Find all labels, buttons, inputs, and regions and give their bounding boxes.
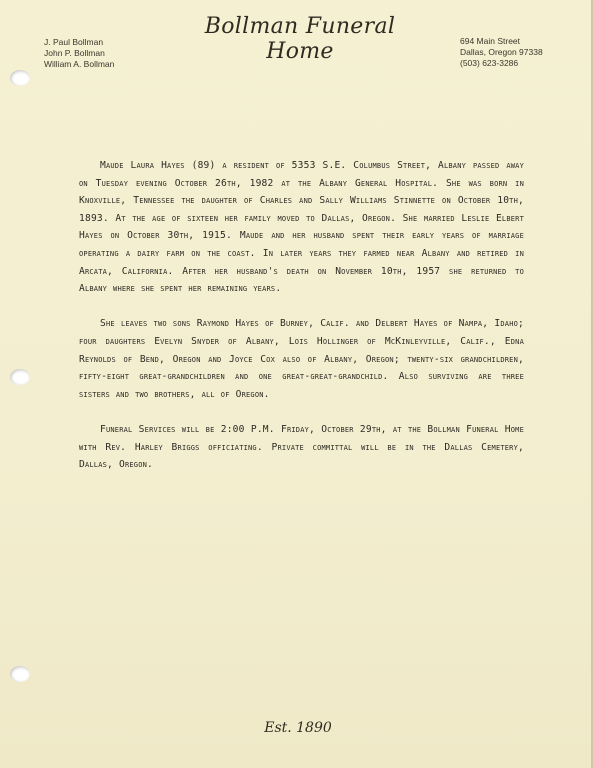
punch-hole bbox=[10, 70, 30, 86]
obituary-paragraph: Maude Laura Hayes (89) a resident of 5353 S.E. Columbus Street, Albany passed away on Tuesday evening October 26th, 1982 at the Albany General Hospital. She was born in Knoxville, Tennessee the daughter of Charles and Sally Williams Stinnette on October 10th, 1893. At the age of sixteen her family moved to Dallas, Oregon. She married Leslie Elbert Hayes on October 30th, 1915. Maude and her husband spent their early years of marriage operating a dairy farm on the coast. In later years they farmed near Albany and retired in Arcata, California. After her husband's death on November 10th, 1957 she returned to Albany where she spent her remaining years. bbox=[79, 160, 524, 295]
director-names bbox=[44, 37, 114, 70]
address-line: Dallas, Oregon 97338 bbox=[460, 47, 543, 57]
obituary-text bbox=[79, 157, 524, 491]
director-name: J. Paul Bollman bbox=[44, 37, 104, 47]
established-mark: Est. 1890 bbox=[264, 720, 332, 736]
address-line: 694 Main Street bbox=[460, 36, 521, 46]
obituary-paragraph: She leaves two sons Raymond Hayes of Burney, Calif. and Delbert Hayes of Nampa, Idaho; four daughters Evelyn Snyder of Albany, Lois Hollinger of McKinleyville, Calif., Edna Reynolds of Bend, Oregon and Joyce Cox also of Albany, Oregon; twenty-six grandchildren, fifty-eight great-grandchildren and one great-great-grandchild. Also surviving are three sisters and two brothers, all of Oregon. bbox=[79, 318, 524, 400]
punch-hole bbox=[10, 369, 30, 385]
punch-hole bbox=[10, 666, 30, 682]
address-line: (503) 623-3286 bbox=[460, 58, 519, 68]
obituary-paragraph: Funeral Services will be 2:00 P.M. Friday, October 29th, at the Bollman Funeral Home with Rev. Harley Briggs officiating. Private committal will be in the Dallas Cemetery, Dallas, Oregon. bbox=[79, 423, 524, 471]
director-name: William A. Bollman bbox=[44, 59, 115, 69]
letterhead-address bbox=[460, 36, 543, 69]
director-name: John P. Bollman bbox=[44, 48, 105, 58]
letterhead-title: Bollman Funeral Home bbox=[204, 14, 396, 64]
